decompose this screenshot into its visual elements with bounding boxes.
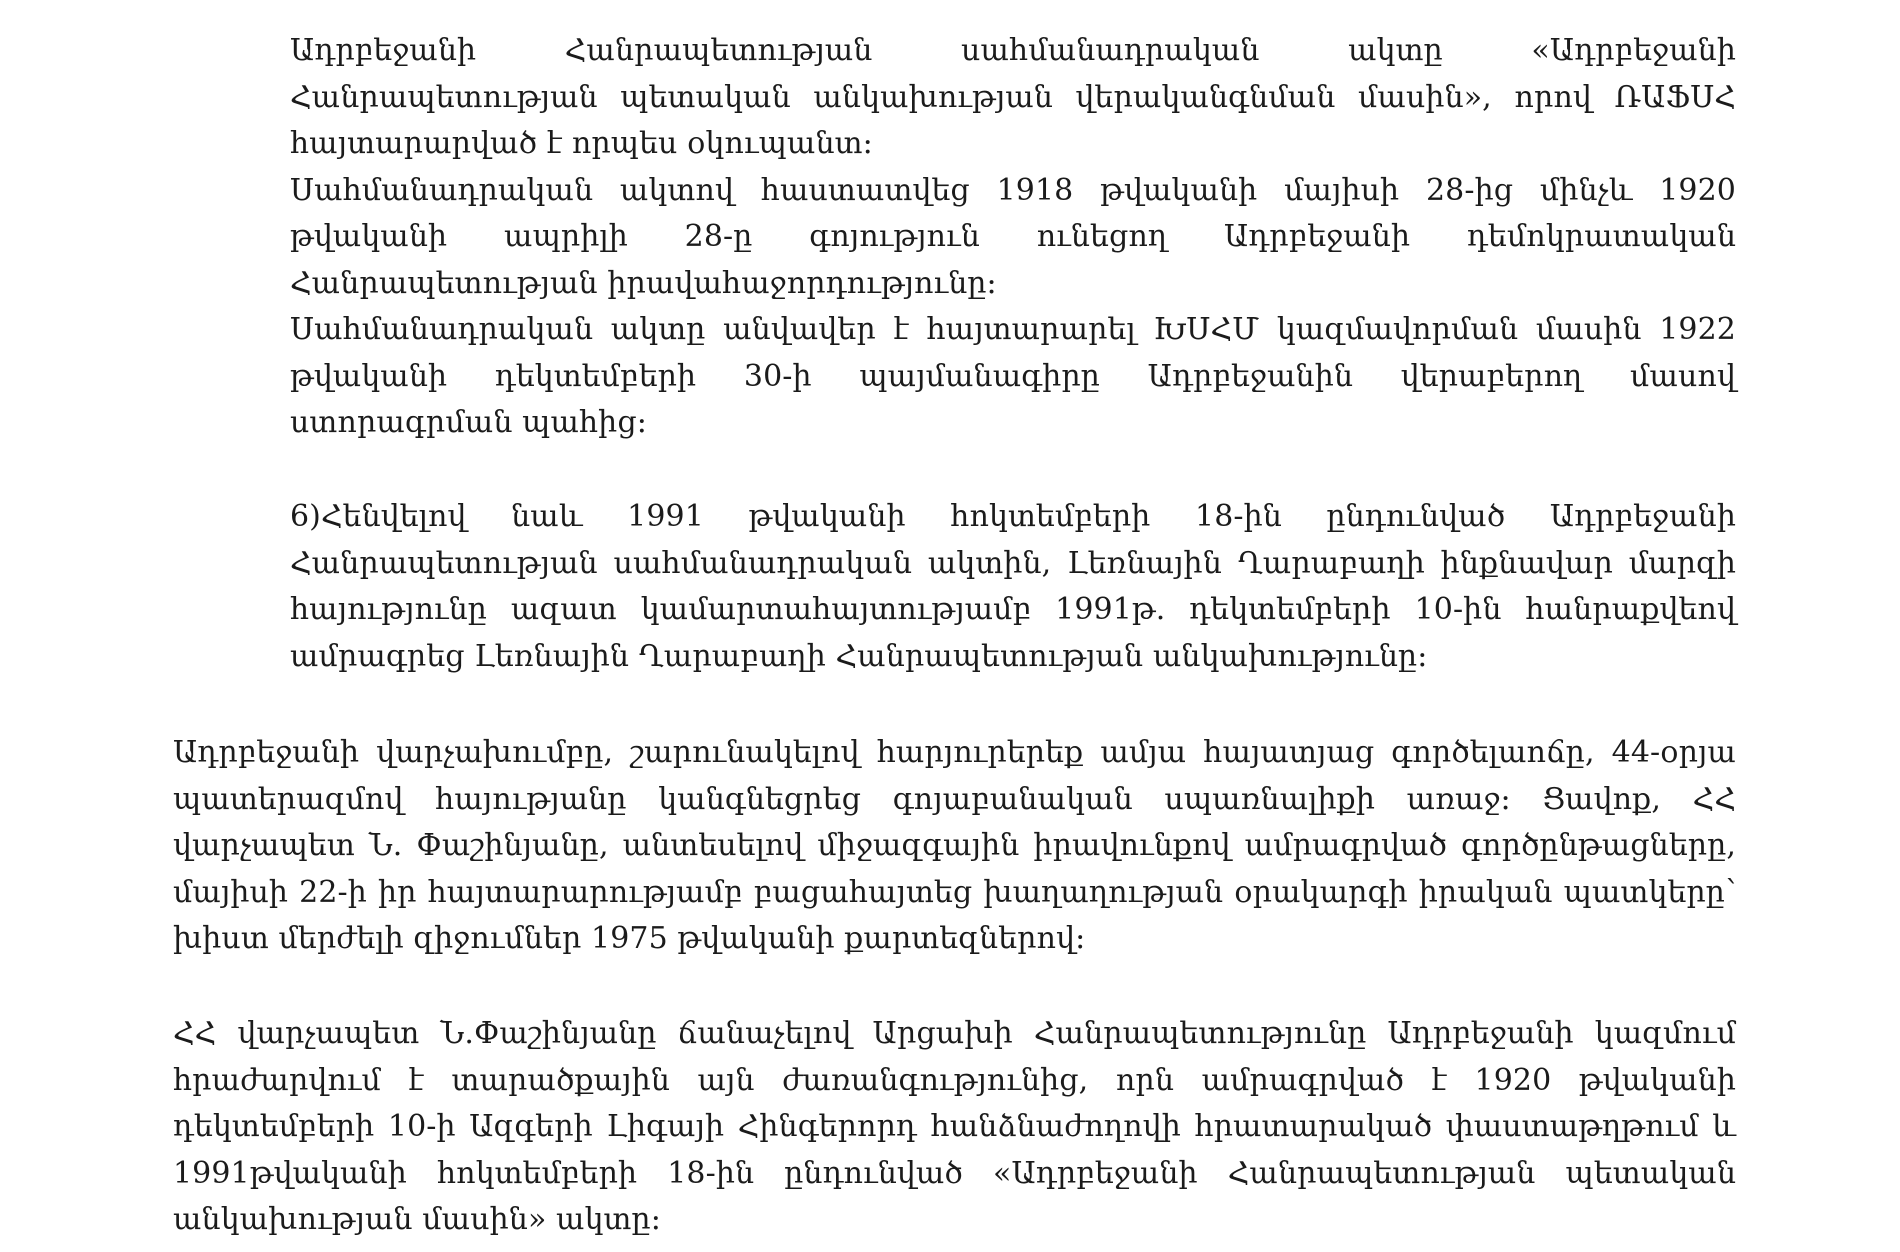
paragraph-pashinyan-recognition: ՀՀ վարչապետ Ն.Փաշինյանը ճանաչելով Արցախի Հանրապետությունը Ադրբեջանի կազմում հրաժարվում է տարածքային այն ժառանգությունից, որն ամրագրված է 1920 թվականի դեկտեմբերի 10-ի Ազգերի Լիգայի Հինգերորդ հանձնաժողովի հրատարակած փաստաթղթում և 1991թվականի հոկտեմբերի 18-ին ընդունված «Ադրբեջանի Հանրապետության պետական անկախության մասին» ակտը։ xyxy=(173,1016,1736,1237)
body-paragraph-block xyxy=(173,730,1736,963)
paragraph-succession: Սահմանադրական ակտով հաստատվեց 1918 թվականի մայիսի 28-ից մինչև 1920 թվականի ապրիլի 28-ը գոյություն ունեցող Ադրբեջանի դեմոկրատական Հանրապետության իրավահաջորդությունը։ xyxy=(290,172,1736,301)
paragraph-azerbaijan-regime: Ադրբեջանի վարչախումբը, շարունակելով հարյուրերեք ամյա հայատյաց գործելաոճը, 44-օրյա պատերազմով հայությանը կանգնեցրեց գոյաբանական սպառնալիքի առաջ։ Ցավոք, ՀՀ վարչապետ Ն. Փաշինյանը, անտեսելով միջազգային իրավունքով ամրագրված գործընթացները, մայիսի 22-ի իր հայտարարությամբ բացահայտեց խաղաղության օրակարգի իրական պատկերը՝ խիստ մերժելի զիջումներ 1975 թվականի քարտեզներով։ xyxy=(173,735,1736,956)
indented-paragraph-group xyxy=(290,28,1736,447)
body-paragraph-block xyxy=(173,1011,1736,1244)
indented-paragraph-item-6 xyxy=(290,494,1736,680)
paragraph-constitutional-act: Ադրբեջանի Հանրապետության սահմանադրական ակտը «Ադրբեջանի Հանրապետության պետական անկախության վերականգնման մասին», որով ՌԱՖՍՀ հայտարարված է որպես օկուպանտ։ xyxy=(290,33,1736,161)
paragraph-item-6: 6)Հենվելով նաև 1991 թվականի հոկտեմբերի 18-ին ընդունված Ադրբեջանի Հանրապետության սահմանադրական ակտին, Լեռնային Ղարաբաղի ինքնավար մարզի հայությունը ազատ կամարտահայտությամբ 1991թ. դեկտեմբերի 10-ին հանրաքվեով ամրագրեց Լեռնային Ղարաբաղի Հանրապետության անկախությունը։ xyxy=(290,499,1736,674)
paragraph-treaty-invalidation: Սահմանադրական ակտը անվավեր է հայտարարել ԽՍՀՄ կազմավորման մասին 1922 թվականի դեկտեմբերի 30-ի պայմանագիրը Ադրբեջանին վերաբերող մասով ստորագրման պահից։ xyxy=(290,312,1736,440)
